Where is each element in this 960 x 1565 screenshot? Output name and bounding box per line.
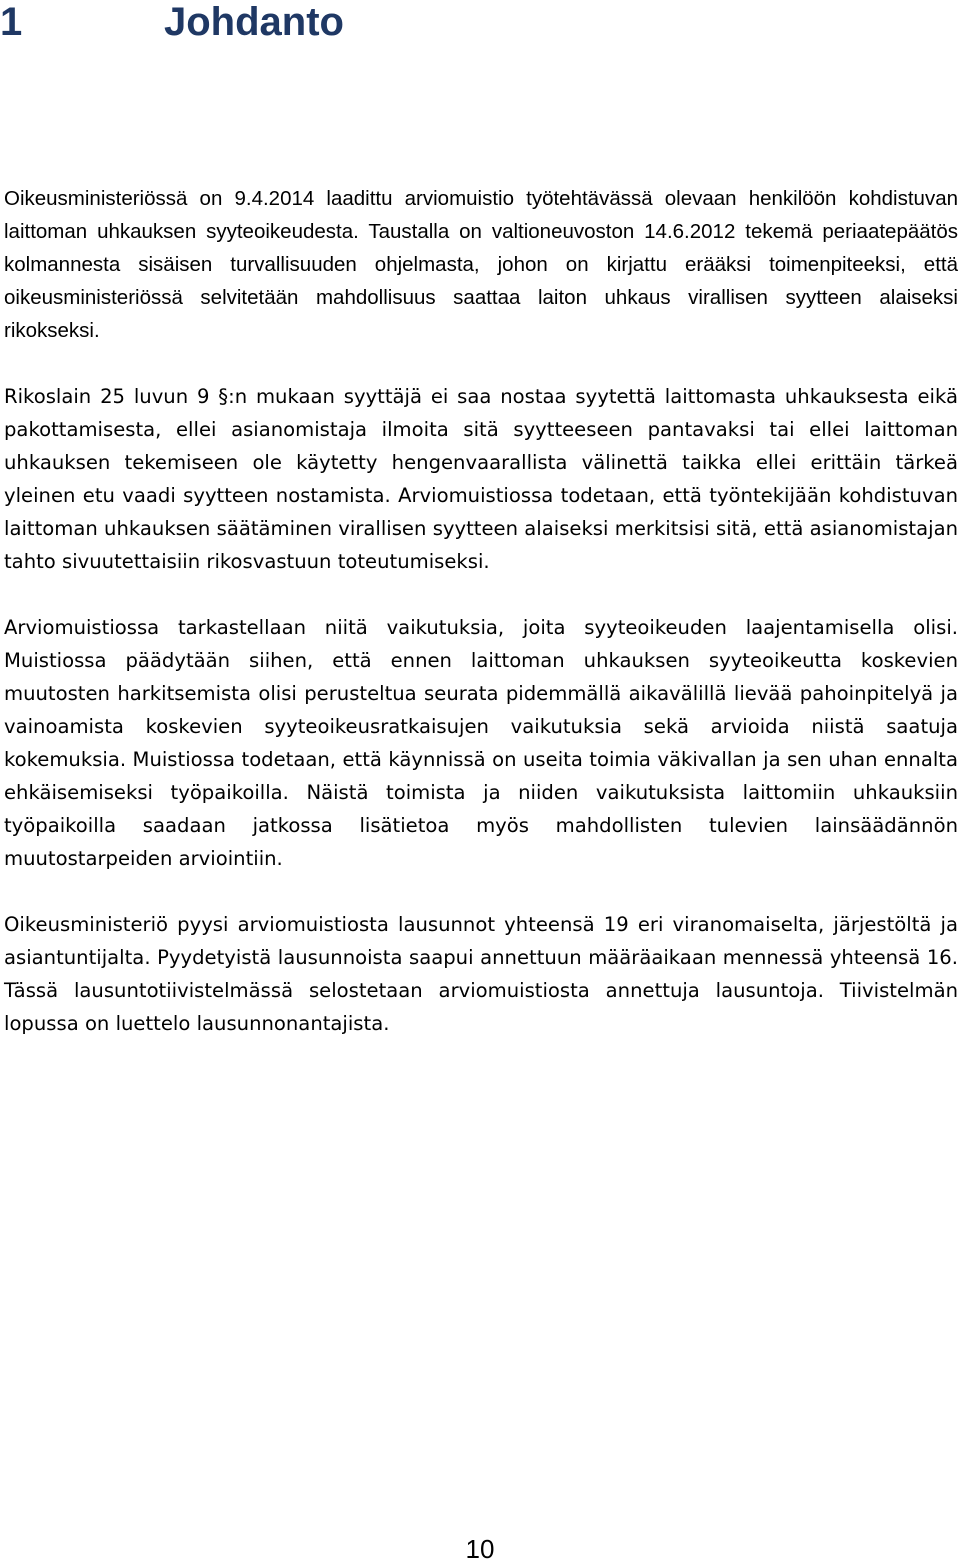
paragraph-1: Oikeusministeriössä on 9.4.2014 laadittu arviomuistio työtehtävässä olevaan henkilöön kohdistuvan laittoman uhkauksen syyteoikeudesta. Taustalla on valtioneuvoston 14.6.2012 tekemä periaatepäätös kolmannesta sisäisen turvallisuuden ohjelmasta, johon on kirjattu erääksi toimenpiteeksi, että oikeusministeriössä selvitetään mahdollisuus saattaa laiton uhkaus virallisen syytteen alaiseksi rikokseksi. <box>4 187 958 342</box>
page-number: 10 <box>465 1534 495 1564</box>
paragraph-4: Oikeusministeriö pyysi arviomuistiosta lausunnot yhteensä 19 eri viranomaiselta, järjestöltä ja asiantuntijalta. Pyydetyistä lausunnoista saapui annettuun määräaikaan mennessä yhteensä 16. Tässä lausuntotiivistelmässä selostetaan arviomuistiosta annettuja lausuntoja. Tiivistelmän lopussa on luettelo lausunnonantajista. <box>4 913 958 1035</box>
section-heading <box>0 0 344 50</box>
section-number: 1 <box>0 0 23 44</box>
paragraph-2: Rikoslain 25 luvun 9 §:n mukaan syyttäjä ei saa nostaa syytettä laittomasta uhkauksesta eikä pakottamisesta, ellei asianomistaja ilmoita sitä syytteeseen pantavaksi tai ellei laittoman uhkauksen tekemiseen ole käytetty hengenvaarallista välinettä taikka ellei erittäin tärkeä yleinen etu vaadi syytteen nostamista. Arviomuistiossa todetaan, että työntekijään kohdistuvan laittoman uhkauksen säätäminen virallisen syytteen alaiseksi merkitsisi sitä, että asianomistajan tahto sivuutettaisiin rikosvastuun toteutumiseksi. <box>4 385 958 573</box>
paragraph-3: Arviomuistiossa tarkastellaan niitä vaikutuksia, joita syyteoikeuden laajentamisella olisi. Muistiossa päädytään siihen, että ennen laittoman uhkauksen syyteoikeutta koskevien muutosten harkitsemista olisi perusteltua seurata pidemmällä aikavälillä lievää pahoinpitelyä ja vainoamista koskevien syyteoikeusratkaisujen vaikutuksia sekä arvioida niistä saatuja kokemuksia. Muistiossa todetaan, että käynnissä on useita toimia väkivallan ja sen uhan ennalta ehkäisemiseksi työpaikoilla. Näistä toimista ja niiden vaikutuksista laittomiin uhkauksiin työpaikoilla saadaan jatkossa lisätietoa myös mahdollisten tulevien lainsäädännön muutostarpeiden arviointiin. <box>4 616 958 870</box>
body-text <box>4 182 958 1073</box>
section-title: Johdanto <box>164 0 344 44</box>
